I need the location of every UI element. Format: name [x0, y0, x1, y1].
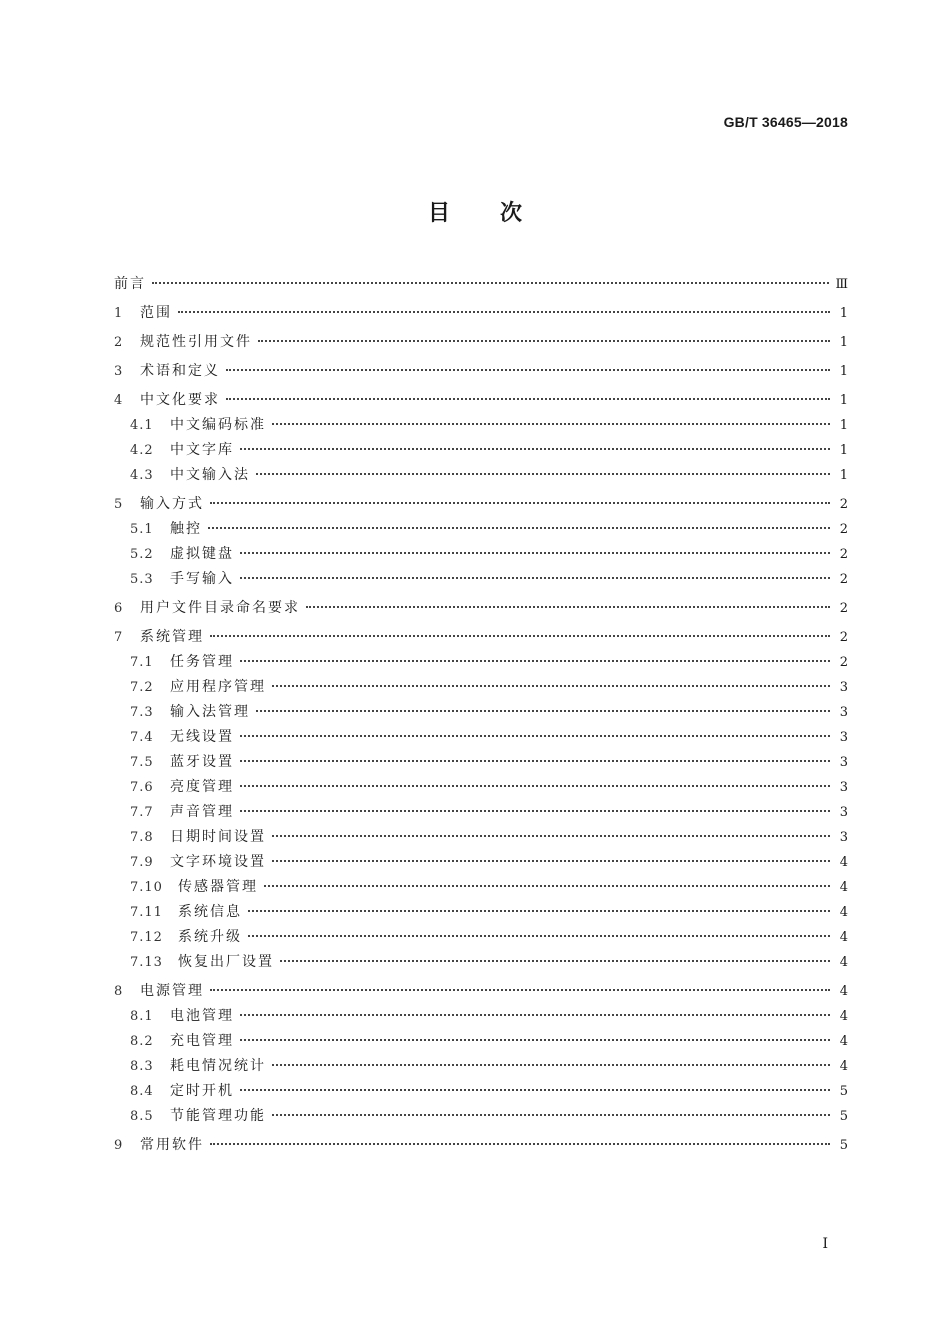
toc-entry-label: 中文字库: [170, 442, 234, 458]
toc-entry[interactable]: [114, 1133, 848, 1158]
toc-entry-number: 7.3: [130, 705, 154, 720]
toc-entry[interactable]: [114, 463, 848, 488]
toc-entry[interactable]: [114, 596, 848, 621]
toc-entry[interactable]: [114, 950, 848, 975]
toc-entry-number: 5.2: [130, 547, 154, 562]
toc-entry-label: 定时开机: [170, 1083, 234, 1099]
toc-entry-page: 4: [839, 1009, 848, 1024]
toc-entry-number: 7.13: [130, 955, 163, 970]
toc-entry-label: 电源管理: [140, 983, 204, 999]
toc-entry-number: 7.12: [130, 930, 163, 945]
toc-entry-number: 8.2: [130, 1034, 154, 1049]
dot-leader: [272, 684, 830, 687]
standard-code: GB/T 36465—2018: [723, 114, 848, 130]
toc-entry-label: 应用程序管理: [170, 679, 266, 695]
toc-entry-page: 3: [839, 680, 848, 695]
toc-entry-label: 前言: [114, 276, 146, 292]
toc-entry-page: 2: [839, 522, 848, 537]
toc-entry-page: 4: [839, 1034, 848, 1049]
toc-entry-page: 4: [839, 905, 848, 920]
dot-leader: [226, 397, 830, 400]
toc-entry-label: 系统升级: [178, 929, 242, 945]
toc-entry-label: 传感器管理: [178, 879, 258, 895]
toc-entry-label: 中文输入法: [170, 467, 250, 483]
toc-entry[interactable]: [114, 1029, 848, 1054]
toc-entry-page: 2: [839, 547, 848, 562]
dot-leader: [208, 526, 830, 529]
toc-entry[interactable]: [114, 979, 848, 1004]
toc-entry-page: 3: [839, 805, 848, 820]
toc-entry-number: 7.5: [130, 755, 154, 770]
toc-entry[interactable]: [114, 675, 848, 700]
dot-leader: [240, 734, 830, 737]
toc-entry-label: 常用软件: [140, 1137, 204, 1153]
toc-entry-page: 3: [839, 780, 848, 795]
dot-leader: [240, 784, 830, 787]
toc-entry[interactable]: [114, 900, 848, 925]
toc-entry[interactable]: [114, 542, 848, 567]
toc-entry-label: 日期时间设置: [170, 829, 266, 845]
toc-entry-number: 8: [114, 984, 124, 999]
toc-entry-page: 2: [839, 655, 848, 670]
toc-entry[interactable]: [114, 330, 848, 355]
dot-leader: [240, 576, 830, 579]
toc-entry-page: 3: [839, 730, 848, 745]
page-number: I: [822, 1236, 828, 1252]
toc-entry[interactable]: [114, 1004, 848, 1029]
toc-entry-label: 充电管理: [170, 1033, 234, 1049]
dot-leader: [226, 368, 830, 371]
toc-entry-label: 任务管理: [170, 654, 234, 670]
toc-entry-number: 7.8: [130, 830, 154, 845]
dot-leader: [210, 634, 830, 637]
dot-leader: [248, 934, 830, 937]
toc-entry[interactable]: [114, 775, 848, 800]
toc-entry-page: 1: [839, 468, 848, 483]
toc-entry[interactable]: [114, 301, 848, 326]
toc-entry-number: 7.1: [130, 655, 154, 670]
toc-entry[interactable]: [114, 925, 848, 950]
toc-entry[interactable]: [114, 625, 848, 650]
toc-entry[interactable]: [114, 388, 848, 413]
toc-entry-label: 节能管理功能: [170, 1108, 266, 1124]
toc-entry[interactable]: [114, 413, 848, 438]
toc-entry-number: 7.9: [130, 855, 154, 870]
toc-entry-page: 1: [839, 418, 848, 433]
toc-entry-label: 触控: [170, 521, 202, 537]
dot-leader: [178, 310, 830, 313]
toc-entry[interactable]: [114, 875, 848, 900]
dot-leader: [256, 709, 830, 712]
page-title: 目次: [427, 201, 572, 226]
toc-entry-number: 4.2: [130, 443, 154, 458]
toc-entry-page: 3: [839, 705, 848, 720]
toc-entry-page: 2: [839, 601, 848, 616]
toc-entry-number: 1: [114, 306, 124, 321]
toc-entry-label: 电池管理: [170, 1008, 234, 1024]
toc-entry-number: 4: [114, 393, 124, 408]
toc-entry-label: 输入方式: [140, 496, 204, 512]
toc-entry-label: 文字环境设置: [170, 854, 266, 870]
toc-entry-page: 5: [839, 1084, 848, 1099]
toc-entry-page: 4: [839, 930, 848, 945]
toc-entry-label: 系统信息: [178, 904, 242, 920]
toc-entry-number: 7.2: [130, 680, 154, 695]
toc-entry-page: 4: [839, 1059, 848, 1074]
toc-entry[interactable]: [114, 1054, 848, 1079]
toc-entry-page: 3: [839, 755, 848, 770]
toc-entry-number: 8.3: [130, 1059, 154, 1074]
toc-entry[interactable]: [114, 725, 848, 750]
toc-entry[interactable]: [114, 567, 848, 592]
toc-entry[interactable]: [114, 650, 848, 675]
toc-entry-page: 1: [839, 364, 848, 379]
toc-entry-label: 系统管理: [140, 629, 204, 645]
toc-entry-label: 恢复出厂设置: [178, 954, 274, 970]
dot-leader: [240, 1038, 830, 1041]
toc-entry-number: 3: [114, 364, 124, 379]
toc-entry-number: 8.5: [130, 1109, 154, 1124]
toc-entry-page: 2: [839, 572, 848, 587]
toc-entry[interactable]: [114, 700, 848, 725]
toc-entry-label: 中文编码标准: [170, 417, 266, 433]
toc-entry-number: 7.10: [130, 880, 163, 895]
dot-leader: [240, 809, 830, 812]
toc-entry[interactable]: [114, 825, 848, 850]
dot-leader: [210, 501, 830, 504]
toc-entry-label: 耗电情况统计: [170, 1058, 266, 1074]
table-of-contents: [114, 272, 848, 1158]
dot-leader: [248, 909, 830, 912]
dot-leader: [210, 1142, 830, 1145]
toc-entry-page: 4: [839, 880, 848, 895]
toc-entry-page: 1: [839, 393, 848, 408]
dot-leader: [306, 605, 830, 608]
dot-leader: [272, 834, 830, 837]
toc-entry-page: Ⅲ: [835, 277, 848, 292]
toc-entry[interactable]: [114, 359, 848, 384]
toc-entry[interactable]: [114, 1079, 848, 1104]
dot-leader: [256, 472, 830, 475]
dot-leader: [272, 1063, 830, 1066]
dot-leader: [240, 759, 830, 762]
toc-entry-number: 8.4: [130, 1084, 154, 1099]
toc-entry-label: 手写输入: [170, 571, 234, 587]
toc-entry-number: 5.3: [130, 572, 154, 587]
toc-entry-number: 6: [114, 601, 124, 616]
toc-entry-label: 中文化要求: [140, 392, 220, 408]
dot-leader: [240, 551, 830, 554]
toc-entry-page: 3: [839, 830, 848, 845]
toc-entry-page: 5: [839, 1138, 848, 1153]
toc-entry-label: 范围: [140, 305, 172, 321]
toc-entry-page: 2: [839, 630, 848, 645]
toc-entry-page: 5: [839, 1109, 848, 1124]
toc-entry[interactable]: [114, 492, 848, 517]
toc-entry-number: 8.1: [130, 1009, 154, 1024]
toc-entry-page: 4: [839, 984, 848, 999]
toc-entry-label: 声音管理: [170, 804, 234, 820]
toc-entry-number: 7: [114, 630, 124, 645]
toc-entry-number: 9: [114, 1138, 124, 1153]
dot-leader: [258, 339, 830, 342]
toc-entry-label: 术语和定义: [140, 363, 220, 379]
dot-leader: [240, 1088, 830, 1091]
toc-entry-label: 亮度管理: [170, 779, 234, 795]
toc-entry-label: 无线设置: [170, 729, 234, 745]
toc-entry[interactable]: [114, 517, 848, 542]
toc-entry-number: 7.4: [130, 730, 154, 745]
dot-leader: [240, 659, 830, 662]
toc-entry-page: 1: [839, 443, 848, 458]
toc-entry-page: 1: [839, 306, 848, 321]
toc-entry-number: 7.7: [130, 805, 154, 820]
toc-entry[interactable]: [114, 438, 848, 463]
dot-leader: [210, 988, 830, 991]
toc-entry[interactable]: [114, 850, 848, 875]
dot-leader: [280, 959, 830, 962]
dot-leader: [240, 1013, 830, 1016]
toc-entry[interactable]: [114, 1104, 848, 1129]
toc-entry-number: 7.6: [130, 780, 154, 795]
toc-entry-page: 4: [839, 955, 848, 970]
toc-entry-page: 1: [839, 335, 848, 350]
toc-entry-number: 5.1: [130, 522, 154, 537]
toc-entry-label: 蓝牙设置: [170, 754, 234, 770]
toc-entry-number: 4.3: [130, 468, 154, 483]
dot-leader: [272, 422, 830, 425]
dot-leader: [272, 1113, 830, 1116]
toc-entry-number: 2: [114, 335, 124, 350]
toc-entry-number: 7.11: [130, 905, 163, 920]
dot-leader: [152, 281, 829, 284]
toc-entry[interactable]: [114, 272, 848, 297]
toc-entry[interactable]: [114, 750, 848, 775]
toc-entry[interactable]: [114, 800, 848, 825]
toc-entry-label: 用户文件目录命名要求: [140, 600, 300, 616]
toc-entry-label: 规范性引用文件: [140, 334, 252, 350]
toc-entry-page: 2: [839, 497, 848, 512]
dot-leader: [240, 447, 830, 450]
dot-leader: [272, 859, 830, 862]
toc-entry-label: 虚拟键盘: [170, 546, 234, 562]
toc-entry-number: 4.1: [130, 418, 154, 433]
toc-entry-page: 4: [839, 855, 848, 870]
dot-leader: [264, 884, 830, 887]
toc-entry-number: 5: [114, 497, 124, 512]
toc-entry-label: 输入法管理: [170, 704, 250, 720]
